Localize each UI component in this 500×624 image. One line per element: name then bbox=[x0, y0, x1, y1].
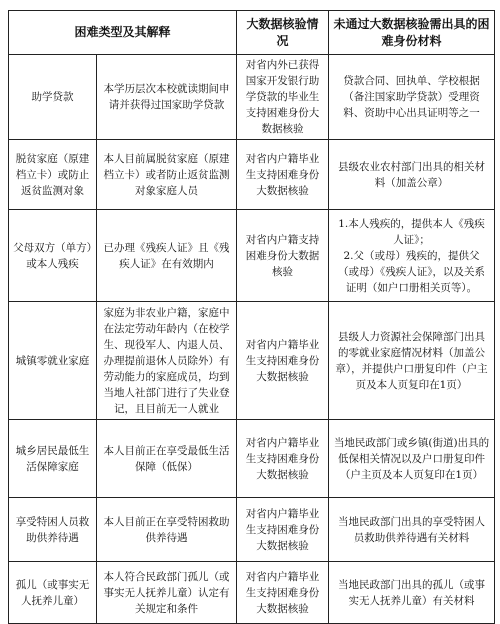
row-type: 城镇零就业家庭 bbox=[9, 302, 97, 420]
materials-line: 当地民政部门或乡镇(街道)出具的低保相关情况以及户口册复印件（户主页及本人页复印在1页） bbox=[333, 436, 490, 481]
row-materials bbox=[329, 210, 495, 302]
row-check: 对省内户籍毕业生支持困难身份大数据核验 bbox=[237, 420, 329, 498]
table-row bbox=[9, 210, 495, 302]
materials-line: 当地民政部门出具的孤儿（或事实无人抚养儿童）有关材料 bbox=[338, 578, 486, 607]
table-row bbox=[9, 420, 495, 498]
table-header-row bbox=[9, 11, 495, 55]
header-type-desc: 困难类型及其解释 bbox=[9, 11, 237, 55]
row-type: 孤儿（或事实无人抚养儿童） bbox=[9, 562, 97, 624]
materials-line: 贷款合同、回执单、学校根据（备注国家助学贷款）受理资料、资助中心出具证明等之一 bbox=[343, 75, 480, 119]
row-check: 对省内户籍毕业生支持困难身份大数据核验 bbox=[237, 498, 329, 562]
materials-line: 县级农业农村部门出具的相关材料（加盖公章） bbox=[338, 160, 486, 189]
row-check: 对省内户籍毕业生支持困难身份大数据核验 bbox=[237, 562, 329, 624]
row-check: 对省内外已获得国家开发银行助学贷款的毕业生支持困难身份大数据核验 bbox=[237, 55, 329, 140]
row-type: 脱贫家庭（原建档立卡）或防止返贫监测对象 bbox=[9, 140, 97, 210]
row-type: 父母双方（单方）或本人残疾 bbox=[9, 210, 97, 302]
row-materials bbox=[329, 498, 495, 562]
row-desc: 本人符合民政部门孤儿（或事实无人抚养儿童）认定有关规定和条件 bbox=[97, 562, 237, 624]
row-materials bbox=[329, 140, 495, 210]
materials-line: 县级人力资源社会保障部门出具的零就业家庭情况材料（加盖公章），并提供户口册复印件（户主页及本人页复印在1页） bbox=[335, 330, 488, 391]
row-type: 助学贷款 bbox=[9, 55, 97, 140]
materials-line: 当地民政部门出具的享受特困人员救助供养待遇有关材料 bbox=[338, 515, 486, 544]
row-check: 对省内户籍毕业生支持困难身份大数据核验 bbox=[237, 140, 329, 210]
row-materials bbox=[329, 420, 495, 498]
row-check: 对省内户籍毕业生支持困难身份大数据核验 bbox=[237, 302, 329, 420]
row-desc: 已办理《残疾人证》且《残疾人证》在有效期内 bbox=[97, 210, 237, 302]
table-row bbox=[9, 302, 495, 420]
row-desc: 本人目前正在享受特困救助供养待遇 bbox=[97, 498, 237, 562]
row-desc: 家庭为非农业户籍，家庭中在法定劳动年龄内（在校学生、现役军人、内退人员、办理提前退休人员除外）有劳动能力的家庭成员，均到当地人社部门进行了失业登记，且目前无一人就业 bbox=[97, 302, 237, 420]
table-row bbox=[9, 498, 495, 562]
row-type: 享受特困人员救助供养待遇 bbox=[9, 498, 97, 562]
row-type: 城乡居民最低生活保障家庭 bbox=[9, 420, 97, 498]
row-materials bbox=[329, 302, 495, 420]
row-desc: 本人目前正在享受最低生活保障（低保） bbox=[97, 420, 237, 498]
row-desc: 本人目前属脱贫家庭（原建档立卡）或者防止返贫监测对象家庭人员 bbox=[97, 140, 237, 210]
row-materials bbox=[329, 562, 495, 624]
table-row bbox=[9, 55, 495, 140]
materials-line: 2.父（或母）残疾的，提供父（或母）《残疾人证》，以及关系证明（如户口册相关页等）。 bbox=[338, 249, 486, 294]
hardship-types-table bbox=[8, 10, 495, 624]
header-materials: 未通过大数据核验需出具的困难身份材料 bbox=[329, 11, 495, 55]
row-materials bbox=[329, 55, 495, 140]
row-check: 对省内户籍支持困难身份大数据核验 bbox=[237, 210, 329, 302]
table-row bbox=[9, 140, 495, 210]
row-desc: 本学历层次本校就读期间申请并获得过国家助学贷款 bbox=[97, 55, 237, 140]
materials-line: 1.本人残疾的，提供本人《残疾人证》； bbox=[338, 217, 485, 246]
header-check: 大数据核验情况 bbox=[237, 11, 329, 55]
table-row bbox=[9, 562, 495, 624]
